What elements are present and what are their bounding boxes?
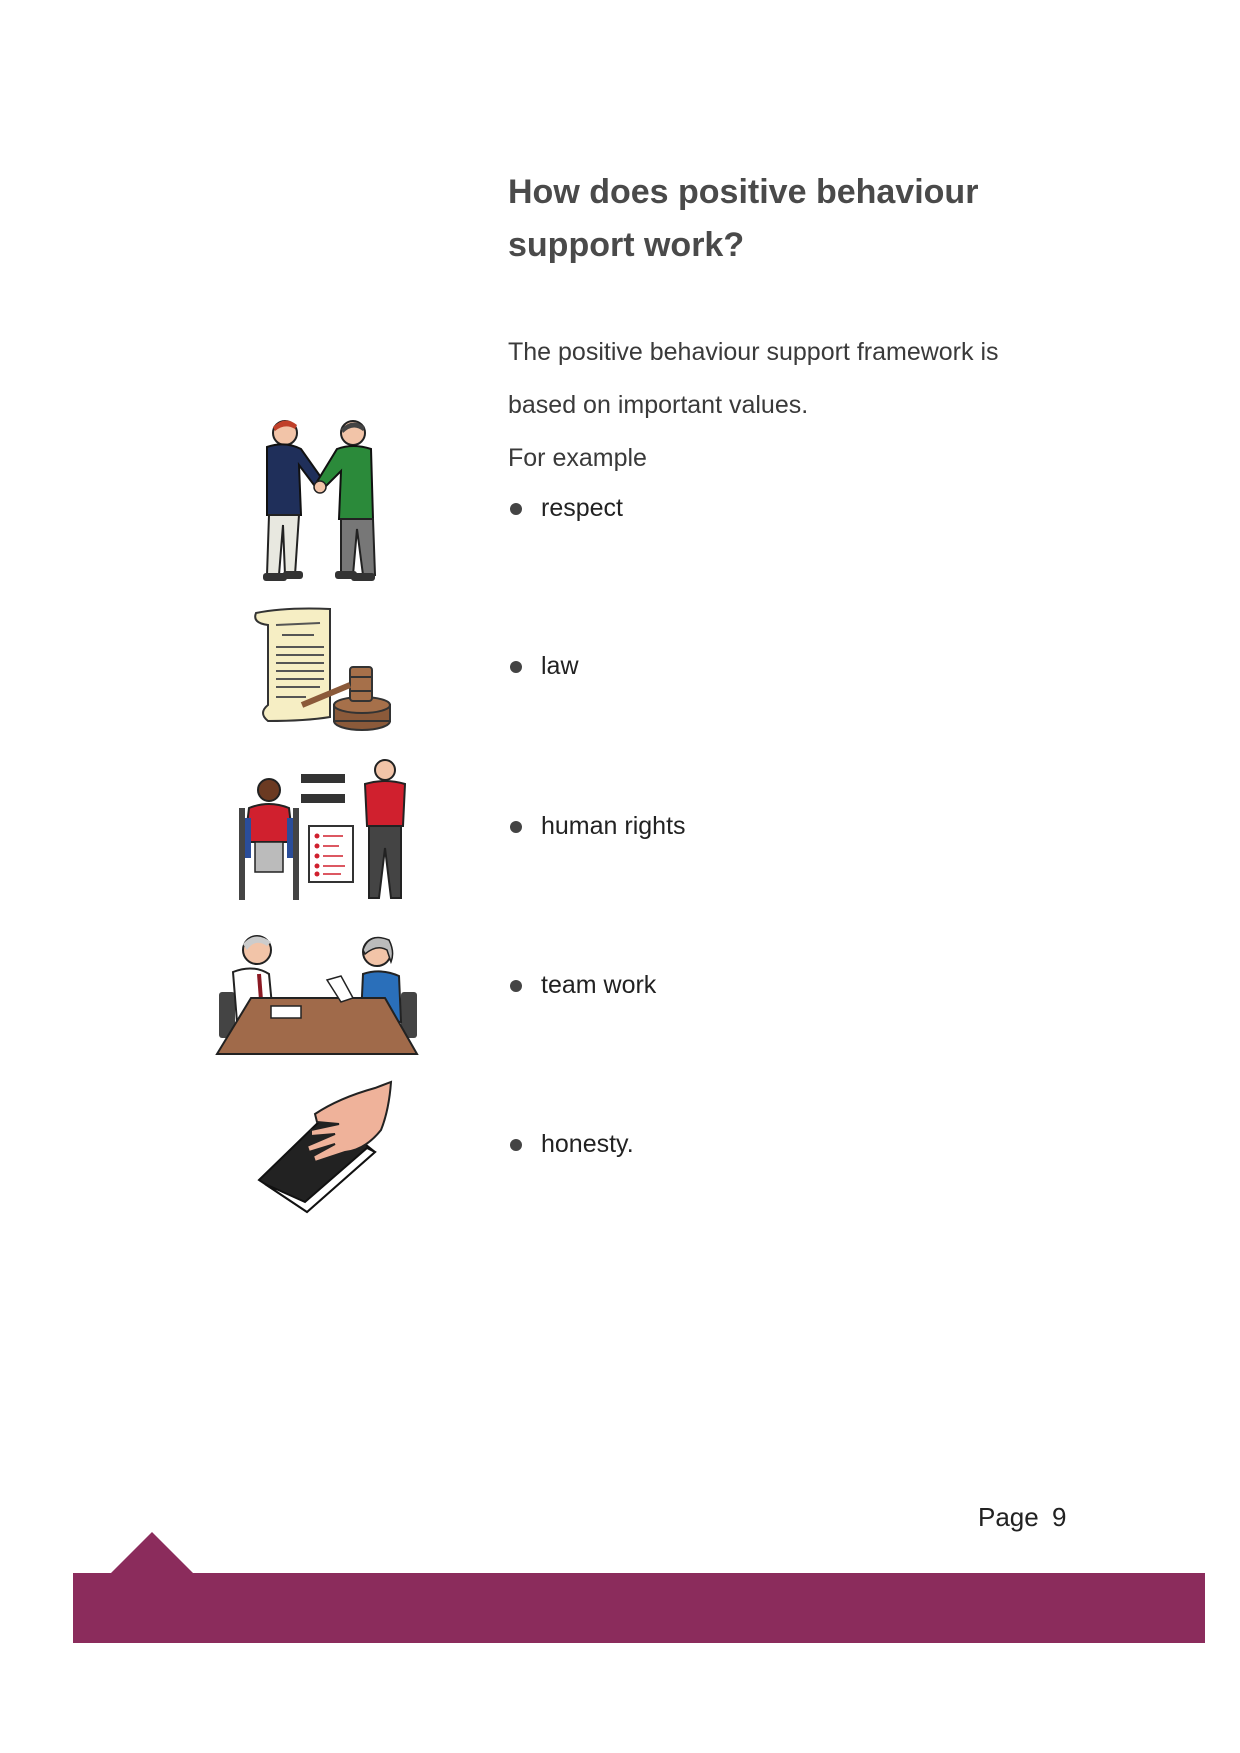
law-scroll-gavel-icon [246, 605, 392, 740]
bullet-icon [510, 1139, 522, 1151]
page-number: Page 9 [978, 1502, 1067, 1532]
intro-line-2: based on important values. [508, 391, 809, 419]
bullet-icon [510, 661, 522, 673]
bullet-icon [510, 821, 522, 833]
value-label: honesty. [541, 1130, 634, 1158]
value-label: respect [541, 494, 623, 522]
value-item-team-work [508, 971, 656, 1000]
footer-band [73, 1573, 1205, 1643]
equality-icon [235, 758, 410, 911]
page-title: How does positive behaviour support work? [508, 173, 979, 264]
value-item-human-rights [508, 812, 686, 841]
footer-triangle-decoration [110, 1532, 194, 1574]
value-label: team work [541, 971, 657, 999]
bullet-icon [510, 980, 522, 992]
bullet-icon [510, 503, 522, 515]
hand-on-book-icon [255, 1080, 395, 1220]
value-item-law [508, 652, 579, 681]
value-label: law [541, 652, 579, 680]
intro-line-1: The positive behaviour support framework is [508, 338, 999, 366]
value-label: human rights [541, 812, 686, 840]
intro-line-3: For example [508, 444, 647, 472]
handshake-icon [255, 415, 385, 592]
meeting-table-icon [215, 930, 420, 1063]
value-item-honesty [508, 1130, 634, 1159]
value-item-respect [508, 494, 623, 523]
